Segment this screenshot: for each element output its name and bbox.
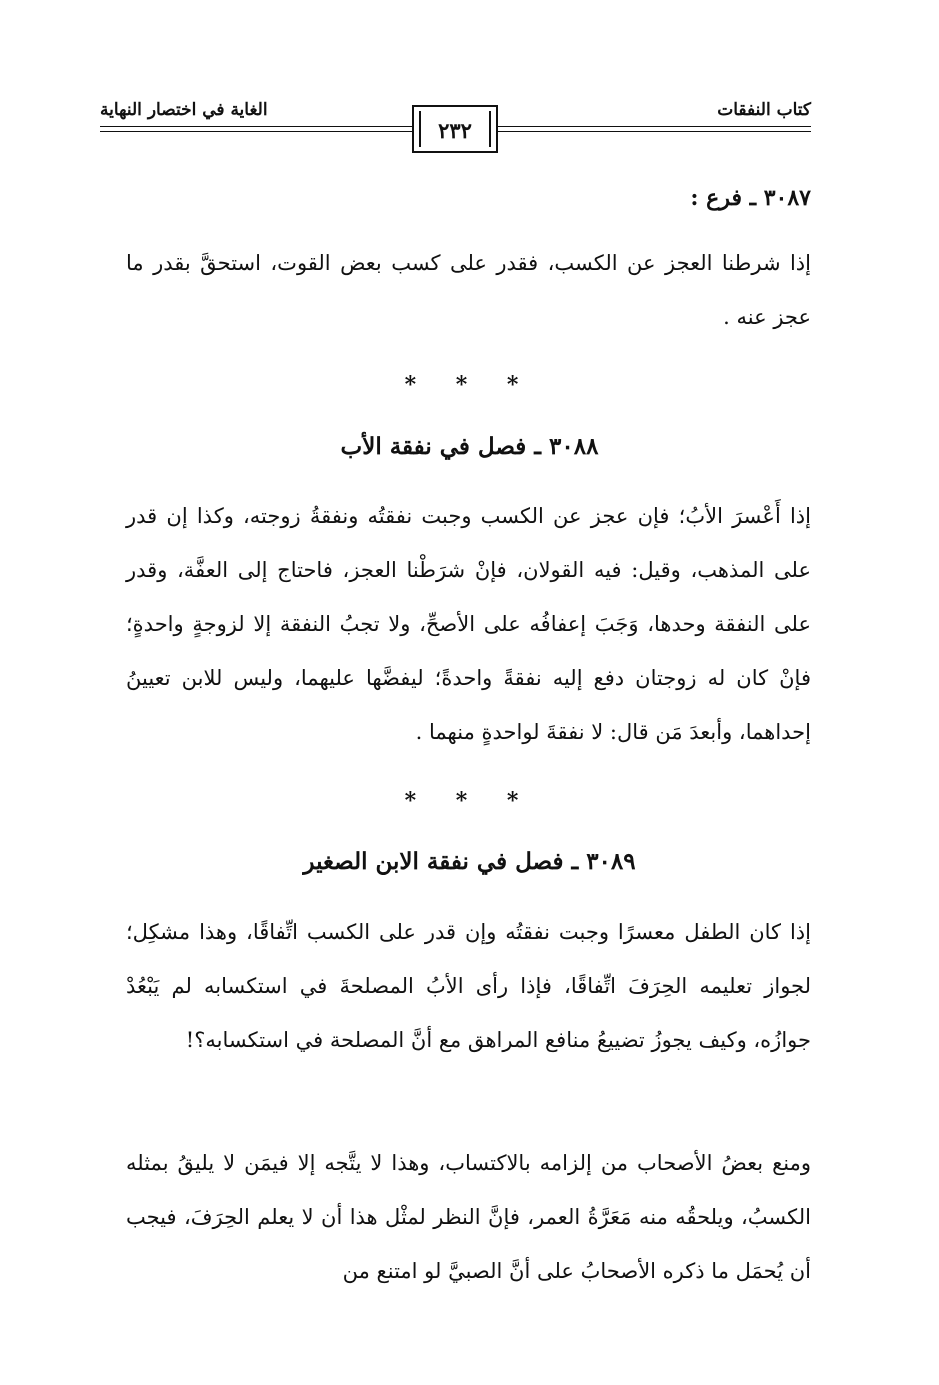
section-3088-text: إذا أَعْسرَ الأبُ؛ فإن عجز عن الكسب وجبت نفقتُه ونفقةُ زوجته، وكذا إن قدر على المذهب، وقيل: فيه القولان، فإنْ شرَطْنا العجز، فاحتاج إلى العفَّة، وقدر على النفقة وحدها، وَجَبَ إعفافُه على الأصحِّ، ولا تجبُ النفقة إلا لزوجةٍ واحدةٍ؛ فإنْ كان له زوجتان دفع إليه نفقةً واحدةً؛ ليفضَّها عليهما، وليس للابن تعيينُ إحداهما، وأبعدَ مَن قال: لا نفقةَ لواحدةٍ منهما . <box>126 504 811 744</box>
section-3087-heading: ٣٠٨٧ ـ فرع : <box>690 185 811 211</box>
section-3089-paragraph-1: إذا كان الطفل معسرًا وجبت نفقتُه وإن قدر على الكسب اتِّفاقًا، وهذا مشكِل؛ لجواز تعليمه الحِرَفَ اتِّفاقًا، فإذا رأى الأبُ المصلحةَ في استكسابه لم يَبْعُدْ جوازُه، وكيف يجوزُ تضييعُ منافع المراهق مع أنَّ المصلحة في استكسابه؟! <box>126 920 812 1052</box>
section-3089-heading: ٣٠٨٩ ـ فصل في نفقة الابن الصغير <box>303 848 636 875</box>
page-number-frame <box>412 105 498 153</box>
running-header-chapter: كتاب النفقات <box>717 100 811 120</box>
section-3087-text: إذا شرطنا العجز عن الكسب، فقدر على كسب بعض القوت، استحقَّ بقدر ما عجز عنه . <box>126 251 811 329</box>
page-number: ٢٣٢ <box>438 118 472 143</box>
section-separator-stars: * * * <box>404 788 535 814</box>
section-3089-paragraph-2: ومنع بعضُ الأصحاب من إلزامه بالاكتساب، وهذا لا يتَّجه إلا فيمَن لا يليقُ بمثله الكسبُ، ويلحقُه منه مَعَرَّةُ العمر، فإنَّ النظر لمثْل هذا أن لا يعلم الحِرَفَ، فيجب أن يُحمَل ما ذكره الأصحابُ على أنَّ الصبيَّ لو امتنع من <box>126 1151 811 1283</box>
section-separator-stars: * * * <box>404 372 535 398</box>
running-header-book-title: الغاية في اختصار النهاية <box>100 100 268 120</box>
section-3088-heading: ٣٠٨٨ ـ فصل في نفقة الأب <box>340 433 599 460</box>
